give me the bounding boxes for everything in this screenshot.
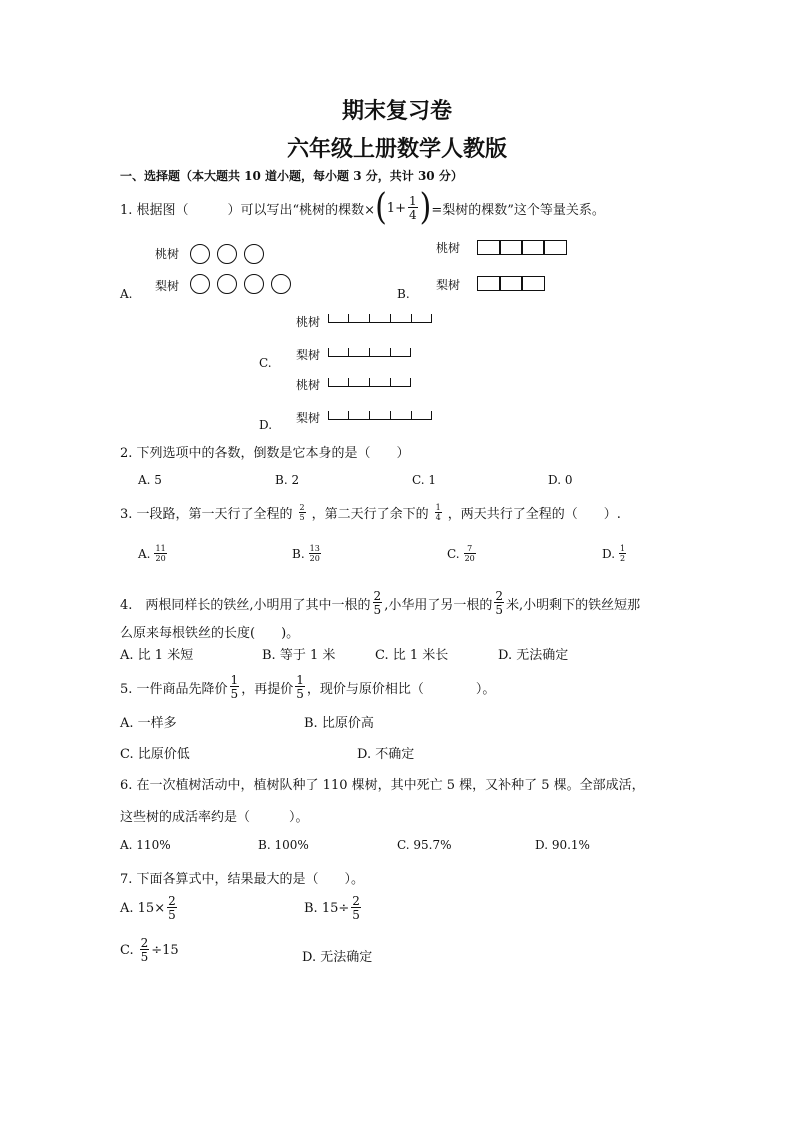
q2-option-a[interactable]: A. 5 — [138, 473, 162, 487]
q4-option-c[interactable]: C. 比 1 米长 — [375, 648, 449, 663]
q1-right-paren: ) — [419, 186, 432, 229]
q1c-pear-segment — [328, 348, 411, 357]
q1a-peach-circle — [217, 244, 237, 264]
q4-option-a[interactable]: A. 比 1 米短 — [120, 648, 194, 663]
q1a-pear-circle — [217, 274, 237, 294]
q1-option-d[interactable]: D. — [259, 418, 273, 432]
q1a-pear-label: 梨树 — [155, 279, 180, 293]
q3-stem-part3: ，两天共行了全程的（ ）. — [447, 507, 621, 522]
q5-stem-part3: ，现价与原价相比（ ）。 — [306, 681, 496, 697]
q5-stem-part1: 5. 一件商品先降价 — [120, 681, 228, 697]
q5-option-b[interactable]: B. 比原价高 — [304, 716, 374, 731]
q4-fraction-2: $\frac{2}{5}$ — [495, 589, 503, 617]
q5-fraction-1: $\frac{1}{5}$ — [230, 673, 239, 701]
q5-option-a[interactable]: A. 一样多 — [120, 716, 177, 731]
question-5-stem — [120, 674, 495, 700]
q1-stem-pre: 1. 根据图（ ）可以写出“桃树的棵数× — [120, 202, 376, 218]
q1d-pear-segment — [328, 411, 432, 420]
q1b-peach-box — [543, 240, 567, 255]
q6-option-a[interactable]: A. 110% — [120, 838, 171, 852]
q1a-peach-circle — [244, 244, 264, 264]
doc-subtitle: 六年级上册数学人教版 — [286, 136, 507, 162]
q4-stem-part2: ,小华用了另一根的 — [384, 597, 493, 613]
question-7-stem: 7. 下面各算式中，结果最大的是（ ）。 — [120, 872, 365, 887]
q4-stem-part1: 4. 两根同样长的铁丝,小明用了其中一根的 — [120, 597, 371, 613]
q1d-pear-label: 梨树 — [296, 411, 321, 425]
q1b-pear-box — [521, 276, 545, 291]
q1b-peach-label: 桃树 — [436, 241, 461, 255]
q1-option-b[interactable]: B. — [397, 287, 410, 301]
q1d-peach-segment — [328, 378, 411, 387]
q1-fraction: $\frac{1}{4}$ — [408, 194, 417, 222]
q1a-pear-circle — [190, 274, 210, 294]
q1c-peach-label: 桃树 — [296, 315, 321, 329]
q7-option-c[interactable]: C. $\frac{2}{5}$ ÷15 — [120, 936, 179, 964]
q5-option-d[interactable]: D. 不确定 — [357, 747, 415, 762]
q3-stem-part2: ，第二天行了余下的 — [311, 507, 429, 522]
q7-option-a[interactable]: A. 15× $\frac{2}{5}$ — [120, 894, 176, 922]
section-heading: 一、选择题（本大题共 10 道小题，每小题 3 分，共计 30 分） — [120, 169, 463, 183]
q7-option-b[interactable]: B. 15÷ $\frac{2}{5}$ — [304, 894, 360, 922]
q4-option-b[interactable]: B. 等于 1 米 — [262, 648, 336, 663]
q1d-peach-label: 桃树 — [296, 378, 321, 392]
q3-fraction-1: $\frac{2}{5}$ — [299, 502, 305, 522]
q5-option-c[interactable]: C. 比原价低 — [120, 747, 190, 762]
q5-stem-part2: ，再提价 — [241, 681, 294, 697]
q2-option-d[interactable]: D. 0 — [548, 473, 573, 487]
q1-option-a[interactable]: A. — [120, 287, 133, 301]
q2-option-b[interactable]: B. 2 — [275, 473, 300, 487]
question-4-stem — [120, 590, 640, 616]
q1a-pear-circle — [244, 274, 264, 294]
q6-option-d[interactable]: D. 90.1% — [535, 838, 590, 852]
q3-fraction-2: $\frac{1}{4}$ — [435, 502, 441, 522]
q1a-peach-circle — [190, 244, 210, 264]
question-2-stem: 2. 下列选项中的各数，倒数是它本身的是（ ） — [120, 446, 410, 461]
q3-option-a[interactable]: A. $\frac{11}{20}$ — [138, 544, 166, 563]
q1b-pear-box — [477, 276, 501, 291]
q1-option-c[interactable]: C. — [259, 356, 272, 370]
q7-option-d[interactable]: D. 无法确定 — [302, 950, 373, 965]
q1b-pear-label: 梨树 — [436, 278, 461, 292]
q1a-pear-circle — [271, 274, 291, 294]
q1b-peach-box — [499, 240, 523, 255]
q4-option-d[interactable]: D. 无法确定 — [498, 648, 569, 663]
q5-fraction-2: $\frac{1}{5}$ — [296, 673, 304, 701]
question-4-line2: 么原来每根铁丝的长度( )。 — [120, 626, 300, 641]
question-1-stem — [120, 186, 605, 229]
q3-option-b[interactable]: B. $\frac{13}{20}$ — [292, 544, 320, 563]
q2-option-c[interactable]: C. 1 — [412, 473, 437, 487]
q3-option-d[interactable]: D. $\frac{1}{2}$ — [602, 544, 626, 563]
q3-stem-part1: 3. 一段路，第一天行了全程的 — [120, 507, 293, 522]
question-6-stem: 6. 在一次植树活动中，植树队种了 110 棵树，其中死亡 5 棵，又补种了 5 棵。全部成活， — [120, 778, 645, 793]
q4-stem-part3: 米,小明剩下的铁丝短那 — [505, 597, 641, 613]
q3-option-c[interactable]: C. $\frac{7}{20}$ — [447, 544, 475, 563]
q1c-pear-label: 梨树 — [296, 348, 321, 362]
q1b-peach-box — [521, 240, 545, 255]
q1b-pear-box — [499, 276, 523, 291]
doc-title: 期末复习卷 — [341, 98, 452, 124]
q1a-peach-label: 桃树 — [155, 247, 180, 261]
question-3-stem — [120, 503, 621, 522]
q1-one-plus: 1+ — [386, 200, 406, 216]
q1c-peach-segment — [328, 314, 432, 323]
q4-fraction-1: $\frac{2}{5}$ — [373, 589, 382, 617]
q6-option-b[interactable]: B. 100% — [258, 838, 309, 852]
q6-option-c[interactable]: C. 95.7% — [397, 838, 452, 852]
q1b-peach-box — [477, 240, 501, 255]
q1-left-paren: ( — [375, 186, 387, 229]
question-6-line2: 这些树的成活率约是（ ）。 — [120, 810, 309, 825]
q1-stem-post: =梨树的棵数”这个等量关系。 — [431, 202, 605, 218]
